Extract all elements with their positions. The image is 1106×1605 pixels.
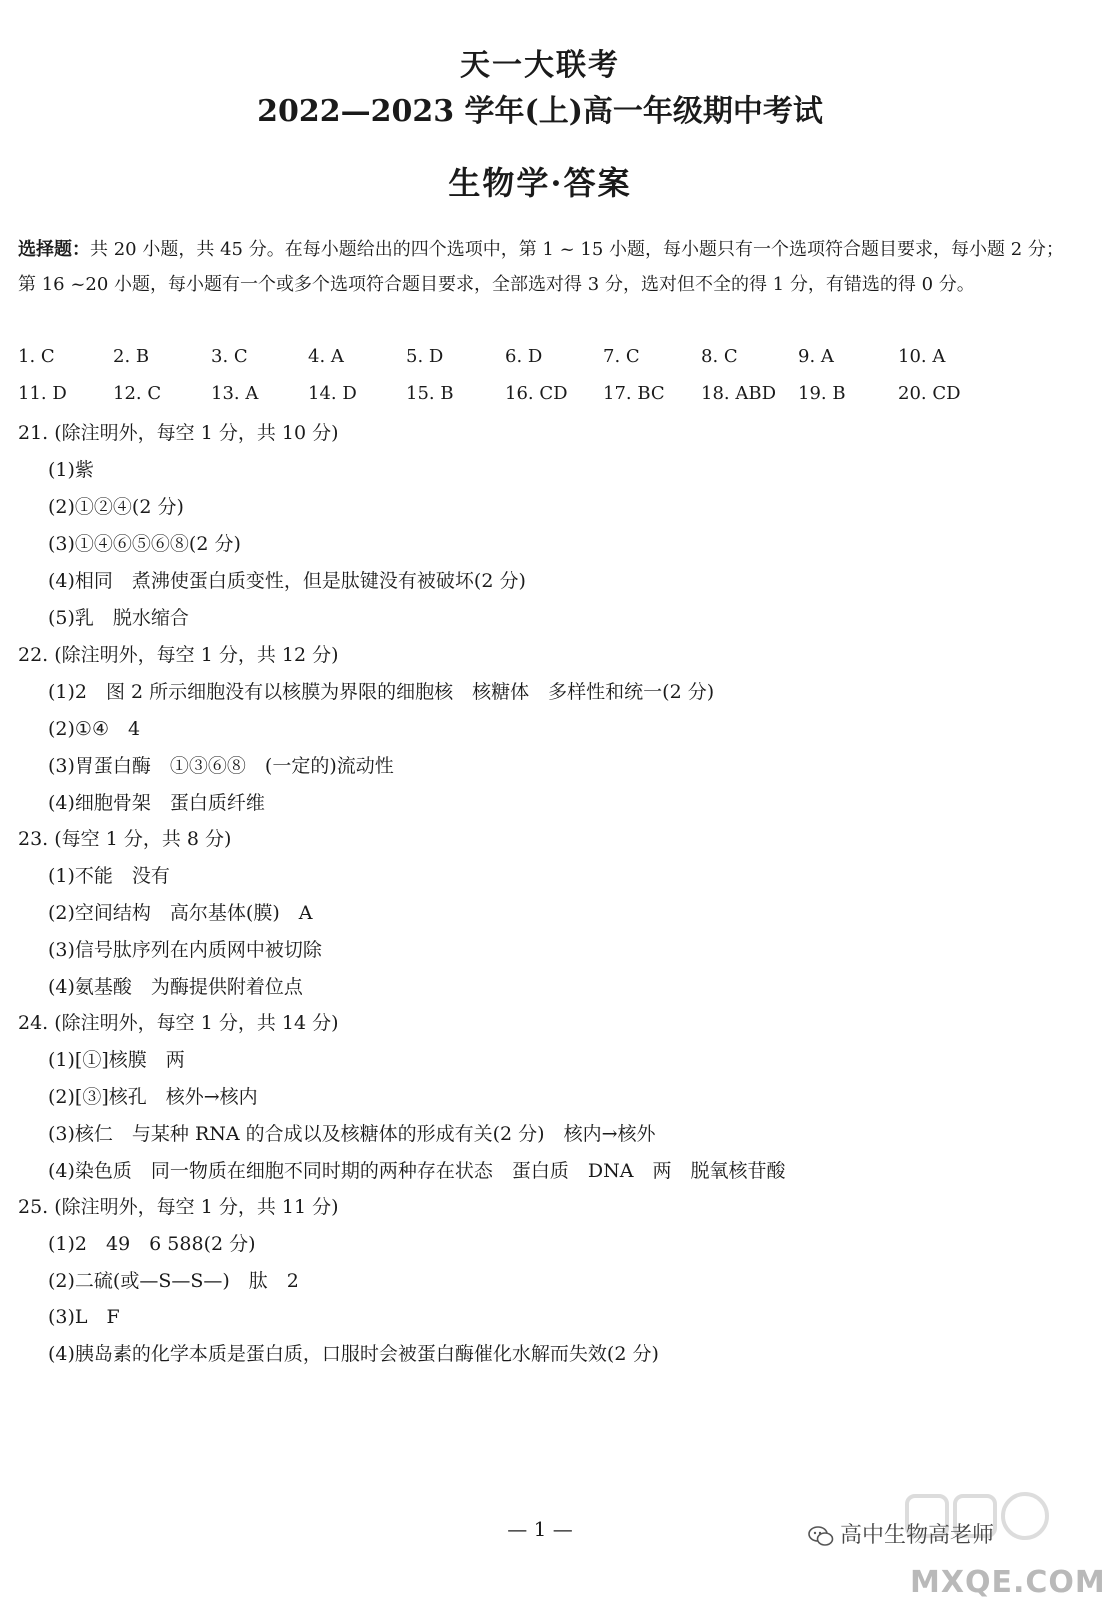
question-25-heading: 25. (除注明外，每空 1 分，共 11 分) (18, 1196, 339, 1218)
answer-22-1: (1)2 图 2 所示细胞没有以核膜为界限的细胞核 核糖体 多样性和统一(2 分) (48, 681, 715, 703)
mc-answer: 10. A (898, 346, 946, 367)
instructions-text: 共 20 小题，共 45 分。在每小题给出的四个选项中，第 1 ~ 15 小题，每小题只有一个选项符合题目要求，每小题 2 分；第 16 ~20 小题，每小题有一个或多个选项符合题目要求，全部选对得 3 分，选对但不全的得 1 分，有错选的得 0 分。 (18, 239, 1064, 295)
answer-21-2: (2)①②④(2 分) (48, 496, 184, 518)
wechat-icon (808, 1525, 834, 1547)
answer-23-2: (2)空间结构 高尔基体(膜) A (48, 902, 313, 924)
answer-24-2: (2)[③]核孔 核外→核内 (48, 1086, 258, 1108)
mc-answer: 15. B (406, 383, 454, 404)
mc-answer: 20. CD (898, 383, 961, 404)
mc-answer: 4. A (308, 346, 344, 367)
instructions-label: 选择题： (18, 239, 90, 260)
mc-answer: 8. C (701, 346, 738, 367)
choice-instructions (18, 232, 1064, 302)
mc-answer: 1. C (18, 346, 55, 367)
answer-21-5: (5)乳 脱水缩合 (48, 607, 189, 629)
answer-24-1: (1)[①]核膜 两 (48, 1049, 185, 1071)
answer-24-4: (4)染色质 同一物质在细胞不同时期的两种存在状态 蛋白质 DNA 两 脱氧核苷酸 (48, 1160, 786, 1182)
question-21-heading: 21. (除注明外，每空 1 分，共 10 分) (18, 422, 339, 444)
watermark-label (808, 1518, 994, 1549)
answer-22-3: (3)胃蛋白酶 ①③⑥⑧ (一定的)流动性 (48, 755, 394, 777)
mc-answer: 19. B (798, 383, 846, 404)
mc-answer: 16. CD (505, 383, 568, 404)
mc-answer: 2. B (113, 346, 150, 367)
watermark-text: 高中生物高老师 (840, 1523, 995, 1548)
header-title-2: 2022—2023 学年(上)高一年级期中考试 (257, 94, 823, 129)
answer-25-4: (4)胰岛素的化学本质是蛋白质，口服时会被蛋白酶催化水解而失效(2 分) (48, 1343, 659, 1365)
header-title-3: 生物学·答案 (448, 164, 632, 202)
answer-23-1: (1)不能 没有 (48, 865, 170, 887)
mc-answer: 13. A (211, 383, 259, 404)
question-22-heading: 22. (除注明外，每空 1 分，共 12 分) (18, 644, 339, 666)
answer-21-1: (1)紫 (48, 459, 94, 481)
answer-22-4: (4)细胞骨架 蛋白质纤维 (48, 792, 265, 814)
answer-25-1: (1)2 49 6 588(2 分) (48, 1233, 256, 1255)
mc-answer: 12. C (113, 383, 162, 404)
header-title-1: 天一大联考 (460, 48, 620, 83)
mc-answer: 17. BC (603, 383, 665, 404)
answer-21-3: (3)①④⑥⑤⑥⑧(2 分) (48, 533, 241, 555)
question-24-heading: 24. (除注明外，每空 1 分，共 14 分) (18, 1012, 339, 1034)
answer-25-3: (3)L F (48, 1306, 120, 1328)
mc-answer: 6. D (505, 346, 543, 367)
mc-answer: 3. C (211, 346, 248, 367)
watermark-site: MXQE.COM (910, 1565, 1106, 1600)
page-number: — 1 — (507, 1517, 573, 1541)
mc-answer: 11. D (18, 383, 67, 404)
mc-answer: 18. ABD (701, 383, 777, 404)
answer-24-3: (3)核仁 与某种 RNA 的合成以及核糖体的形成有关(2 分) 核内→核外 (48, 1123, 656, 1145)
answer-21-4: (4)相同 煮沸使蛋白质变性，但是肽键没有被破坏(2 分) (48, 570, 526, 592)
mc-answer: 9. A (798, 346, 834, 367)
answer-23-3: (3)信号肽序列在内质网中被切除 (48, 939, 322, 961)
mc-answer: 7. C (603, 346, 640, 367)
answer-25-2: (2)二硫(或—S—S—) 肽 2 (48, 1270, 299, 1292)
mc-answer: 14. D (308, 383, 357, 404)
question-23-heading: 23. (每空 1 分，共 8 分) (18, 828, 232, 850)
answer-23-4: (4)氨基酸 为酶提供附着位点 (48, 976, 303, 998)
mc-answer: 5. D (406, 346, 444, 367)
answer-22-2: (2)①④ 4 (48, 718, 141, 740)
